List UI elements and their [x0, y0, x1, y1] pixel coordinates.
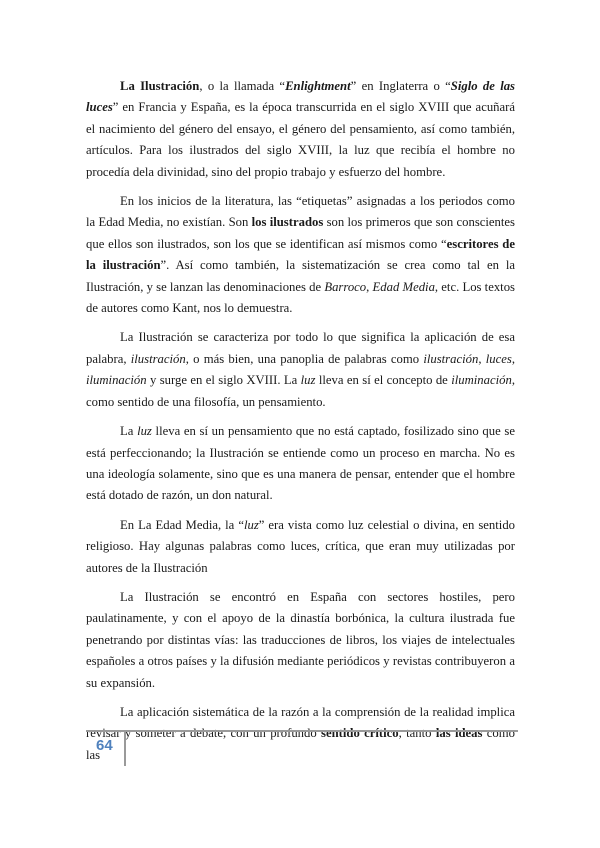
footer-vertical-divider	[124, 732, 126, 766]
text-segment: y surge en el siglo XVIII. La	[146, 373, 301, 388]
text-segment: iluminación	[86, 373, 147, 388]
text-segment: ,	[511, 351, 515, 366]
text-segment: luz	[300, 373, 316, 388]
text-segment: ,	[478, 351, 486, 366]
text-segment: los ilustrados	[251, 215, 324, 230]
paragraph	[86, 421, 515, 507]
text-segment: ,	[366, 279, 373, 294]
text-segment: ilustración	[423, 351, 479, 366]
text-segment: ” era vista como luz celestial o divina, en sentido religioso. Hay algunas palabras como luces, crítica, que eran muy utilizadas por autores de la Ilustración	[86, 517, 516, 575]
text-segment: lleva en sí un pensamiento que no está captado, fosilizado sino que se está perfeccionando; la Ilustración se entiende como un proceso en marcha. No es una ideología solamente, sino que es una manera de pensar, entender que el hombre está dotado de razón, un don natural.	[86, 424, 515, 503]
text-segment: , etc. Los textos de autores como Kant, nos lo demuestra.	[86, 279, 515, 316]
text-segment: En los inicios de la literatura, las “etiquetas” asignadas a los periodos como la Edad Media, no existían. Son	[86, 194, 515, 230]
paragraph	[86, 702, 515, 766]
body-text	[86, 76, 515, 774]
paragraph	[86, 587, 515, 694]
text-segment: luz	[137, 424, 152, 439]
paragraph	[86, 191, 515, 319]
text-segment: ”. Así como también, la sistematización se crea como tal en la Ilustración, y se lanzan las denominaciones de	[86, 258, 515, 294]
text-segment: La	[120, 424, 138, 439]
page-number: 64	[96, 737, 113, 754]
text-segment: sentido crítico	[321, 726, 399, 741]
text-segment: son los primeros que son conscientes que ellos son ilustrados, son los que se identifican así mismos como “	[86, 215, 515, 251]
paragraph	[86, 327, 515, 413]
text-segment: las ideas	[435, 726, 483, 741]
text-segment: En La Edad Media, la “	[120, 517, 244, 532]
text-segment: La aplicación sistemática de la razón a la comprensión de la realidad implica revisar y someter a debate, con un profundo	[86, 704, 515, 741]
text-segment: La Ilustración se encontró en España con sectores hostiles, pero paulatinamente, y con el apoyo de la dinastía borbónica, la cultura ilustrada fue penetrando por distintas vías: las traducciones de libros, los viajes de intelectuales españoles a otros países y la difusión mediante periódicos y revistas contribuyeron a su expansión.	[86, 589, 515, 690]
text-segment: como las	[86, 726, 515, 762]
text-segment: Edad Media	[372, 279, 435, 294]
paragraph	[86, 515, 515, 579]
text-segment: Enlightment	[285, 79, 351, 93]
text-segment: escritores de la ilustración	[86, 236, 515, 273]
text-segment: luz	[243, 517, 259, 532]
text-segment: , o más bien, una panoplia de palabras como	[185, 351, 424, 366]
text-segment: lleva en sí el concepto de	[315, 373, 452, 388]
text-segment: La Ilustración se caracteriza por todo lo que significa la aplicación de esa palabra,	[86, 330, 515, 366]
text-segment: , como sentido de una filosofía, un pensamiento.	[86, 373, 515, 409]
text-segment: , o la llamada “	[199, 79, 286, 93]
text-segment: ” en Francia y España, es la época transcurrida en el siglo XVIII que acuñará el nacimiento del género del ensayo, el género del pensamiento, así como también, artículos. Para los ilustrados del siglo XVIII, la luz que recibía el hombre no procedía dela divinidad, sino del propio trabajo y esfuerzo del hombre.	[86, 100, 515, 179]
text-segment: luces	[485, 351, 512, 366]
text-segment: Barroco	[324, 279, 367, 294]
text-segment: ilustración	[130, 351, 186, 366]
text-segment: Siglo de las luces	[86, 79, 515, 115]
footer-divider	[86, 730, 518, 732]
text-segment: iluminación	[451, 373, 512, 388]
text-segment: La Ilustración	[120, 79, 200, 93]
paragraph	[86, 76, 515, 183]
text-segment: ” en Inglaterra o “	[350, 79, 451, 93]
text-segment: , tanto	[398, 726, 436, 741]
